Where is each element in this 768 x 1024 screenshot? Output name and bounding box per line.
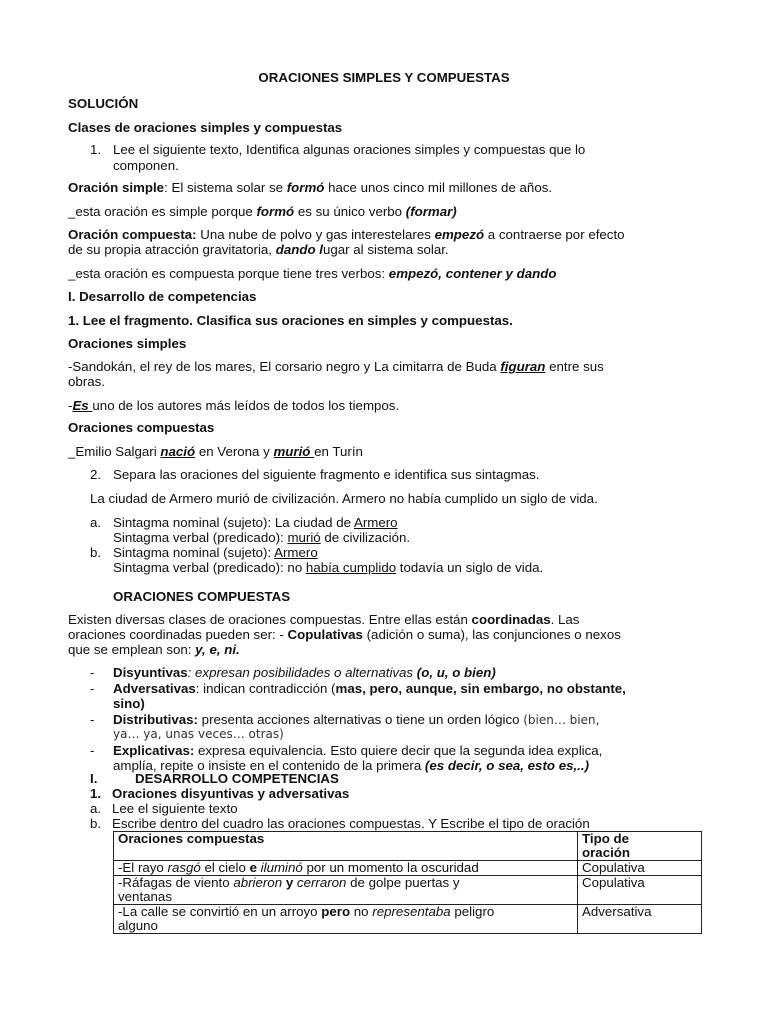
simple-explanation (68, 204, 457, 219)
oracion-simple-line (68, 180, 552, 195)
sintagma-a1 (113, 515, 398, 530)
examples: (bien… bien, (523, 713, 600, 727)
text-segment: _Emilio Salgari (68, 444, 161, 459)
underlined-word: había cumplido (305, 560, 397, 575)
table-cell-tipo: Copulativa (578, 861, 702, 876)
list-item-text: Lee el siguiente texto, Identifica algunas oraciones simples y compuestas que lo (113, 142, 586, 157)
intro-line-2 (68, 627, 621, 642)
compuesta-explanation (68, 266, 557, 281)
text-segment: Existen diversas clases de oraciones compuestas. Entre ellas están (68, 612, 472, 627)
distributivas-item (113, 712, 599, 728)
table-header-cell: Oraciones compuestas (114, 832, 578, 861)
text-segment: todavía un siglo de vida. (396, 560, 544, 575)
text-segment: de golpe puertas y (346, 875, 460, 890)
oracion-compuesta-label: Oración compuesta: (68, 227, 197, 242)
sintagmas-list (90, 515, 710, 575)
page-title: ORACIONES SIMPLES Y COMPUESTAS (258, 70, 510, 85)
intro-line-1 (68, 612, 579, 627)
verb: cerraron (296, 875, 347, 890)
verb-infinitive: (formar) (405, 204, 457, 219)
bold-term: Explicativas: (113, 743, 195, 758)
text-segment: hace unos cinco mil millones de años. (324, 180, 553, 195)
underlined-word: murió (287, 530, 321, 545)
text-segment: Sintagma nominal (sujeto): (113, 545, 275, 560)
verb: empezó (434, 227, 485, 242)
list-item-text-cont: componen. (113, 158, 179, 173)
verb: nació (160, 444, 196, 459)
bold-term: Disyuntivas (113, 665, 188, 680)
clases-heading: Clases de oraciones simples y compuestas (68, 120, 343, 135)
text-segment: de su propia atracción gravitatoria, (68, 242, 276, 257)
bullet-dash: - (90, 665, 95, 680)
text-segment: ugar al sistema solar. (322, 242, 449, 257)
text-segment: en Turín (314, 444, 363, 459)
text-segment: : expresan posibilidades o alternativas (187, 665, 417, 680)
text-segment: de civilización. (320, 530, 411, 545)
table-cell (114, 876, 578, 905)
conjunction: e (249, 860, 257, 875)
adversativas-item (113, 681, 626, 696)
text-segment: por un momento la oscuridad (302, 860, 479, 875)
text-segment: -La calle se convirtió en un arroyo (118, 904, 322, 919)
oraciones-compuestas-section-title: ORACIONES COMPUESTAS (113, 589, 291, 604)
section-heading-desarrollo: I. Desarrollo de competencias (68, 289, 257, 304)
bullet-dash: - (90, 743, 95, 758)
step-text: Escribe dentro del cuadro las oraciones compuestas. Y Escribe el tipo de oración (112, 816, 590, 831)
text-segment: es su único verbo (294, 204, 406, 219)
sintagma-b2 (113, 560, 543, 575)
table-row (114, 905, 702, 934)
salgari-line (68, 444, 363, 459)
text-segment: -Sandokán, el rey de los mares, El corsario negro y La cimitarra de Buda (68, 359, 501, 374)
text-segment: el cielo (200, 860, 250, 875)
text-segment: -Ráfagas de viento (118, 875, 234, 890)
conjunction: pero (321, 904, 351, 919)
conjunction: y (285, 875, 294, 890)
text-segment: expresa equivalencia. Esto quiere decir que la segunda idea explica, (194, 743, 603, 758)
text-segment: presenta acciones alternativas o tiene un orden lógico (197, 712, 524, 727)
text-segment: (adición o suma), las conjunciones o nexos (362, 627, 621, 642)
text-segment: Sintagma nominal (sujeto): La ciudad de (113, 515, 354, 530)
verb: rasgó (167, 860, 201, 875)
list-letter: b. (90, 545, 102, 560)
list-number: 2. (90, 467, 102, 482)
text-segment: ventanas (118, 889, 172, 904)
text-segment: no (350, 904, 373, 919)
verb: murió (273, 444, 315, 459)
text-segment: oraciones coordinadas pueden ser: - (68, 627, 288, 642)
verb: abrieron (233, 875, 283, 890)
oraciones-simples-heading: Oraciones simples (68, 336, 187, 351)
step-a (90, 801, 238, 816)
oracion-compuesta-line-2 (68, 242, 449, 257)
text-segment: . Las (550, 612, 580, 627)
examples-cont: sino) (113, 696, 145, 711)
bold-term: coordinadas (471, 612, 551, 627)
explicativas-item (113, 743, 602, 758)
verb: representaba (372, 904, 451, 919)
verb: formó (286, 180, 325, 195)
examples: (es decir, o sea, esto es,..) (424, 758, 589, 773)
list-number: 1. (90, 786, 102, 801)
oraciones-table (113, 831, 702, 934)
fragment-instruction: 1. Lee el fragmento. Clasifica sus oraciones en simples y compuestas. (68, 313, 513, 328)
table-cell-tipo: Copulativa (578, 876, 702, 905)
bullet-dash: - (90, 712, 95, 727)
sandokan-line (68, 359, 604, 374)
heading-text: Oraciones disyuntivas y adversativas (112, 786, 350, 801)
sintagma-a2 (113, 530, 410, 545)
list-letter: b. (90, 816, 102, 831)
oraciones-compuestas-heading: Oraciones compuestas (68, 420, 215, 435)
list-item-text: Separa las oraciones del siguiente fragmento e identifica sus sintagmas. (113, 467, 540, 482)
oracion-compuesta-line (68, 227, 625, 242)
heading-text: DESARROLLO COMPETENCIAS (135, 771, 339, 786)
roman-numeral: I. (90, 771, 98, 786)
text-segment: _esta oración es compuesta porque tiene tres verbos: (68, 266, 389, 281)
desarrollo-competencias-heading (90, 771, 339, 786)
table-header-cell (578, 832, 702, 861)
text-segment: amplía, repite o insiste en el contenido de la primera (113, 758, 425, 773)
list-letter: a. (90, 515, 102, 530)
intro-line-3 (68, 642, 240, 657)
verb: figuran (500, 359, 546, 374)
text-segment: que se emplean son: (68, 642, 196, 657)
header-text: oración (582, 845, 631, 860)
bold-term: Adversativas (113, 681, 196, 696)
table-row (114, 861, 702, 876)
conjunctions: y, e, ni. (195, 642, 240, 657)
text-segment: peligro (450, 904, 495, 919)
text-segment: entre sus (545, 359, 604, 374)
verb: dando l (275, 242, 323, 257)
verb: iluminó (260, 860, 303, 875)
table-cell (114, 861, 578, 876)
list-letter: a. (90, 801, 102, 816)
underlined-word: Armero (353, 515, 398, 530)
step-text: Lee el siguiente texto (112, 801, 238, 816)
sintagma-b1 (113, 545, 318, 560)
text-segment: : El sistema solar se (164, 180, 287, 195)
bold-term: Distributivas: (113, 712, 198, 727)
text-segment: _esta oración es simple porque (68, 204, 257, 219)
step-b (90, 816, 590, 831)
table-cell-tipo: Adversativa (578, 905, 702, 934)
disyuntivas-adversativas-heading (90, 786, 349, 801)
es-line (68, 398, 399, 413)
text-segment: en Verona y (195, 444, 274, 459)
text-segment: -El rayo (118, 860, 168, 875)
text-segment: uno de los autores más leídos de todos los tiempos. (92, 398, 400, 413)
verb: formó (256, 204, 295, 219)
text-segment: alguno (118, 918, 158, 933)
coordinadas-types-list (90, 665, 710, 773)
text-segment: Una nube de polvo y gas interestelares (196, 227, 435, 242)
disyuntivas-item (113, 665, 496, 680)
underlined-word: Armero (274, 545, 318, 560)
solucion-heading: SOLUCIÓN (68, 96, 139, 111)
text-segment: : indican contradicción ( (195, 681, 336, 696)
header-text: Tipo de (582, 831, 630, 846)
examples: mas, pero, aunque, sin embargo, no obstante, (335, 681, 626, 696)
text-segment: Sintagma verbal (predicado): no (113, 560, 306, 575)
text-segment: a contraerse por efecto (484, 227, 625, 242)
table-header-row (114, 832, 702, 861)
oracion-simple-label: Oración simple (68, 180, 165, 195)
bold-term: Copulativas (287, 627, 363, 642)
bullet-dash: - (90, 681, 95, 696)
examples: (o, u, o bien) (416, 665, 496, 680)
dash: - (68, 398, 73, 413)
verb: Es (72, 398, 93, 413)
sandokan-line-2: obras. (68, 374, 105, 389)
examples-cont: ya… ya, unas veces… otras) (113, 727, 284, 741)
table-row (114, 876, 702, 905)
armero-text: La ciudad de Armero murió de civilización. Armero no había cumplido un siglo de vida. (90, 491, 598, 506)
table-cell (114, 905, 578, 934)
list-number: 1. (90, 142, 102, 157)
text-segment: Sintagma verbal (predicado): (113, 530, 288, 545)
verb-list: empezó, contener y dando (388, 266, 557, 281)
